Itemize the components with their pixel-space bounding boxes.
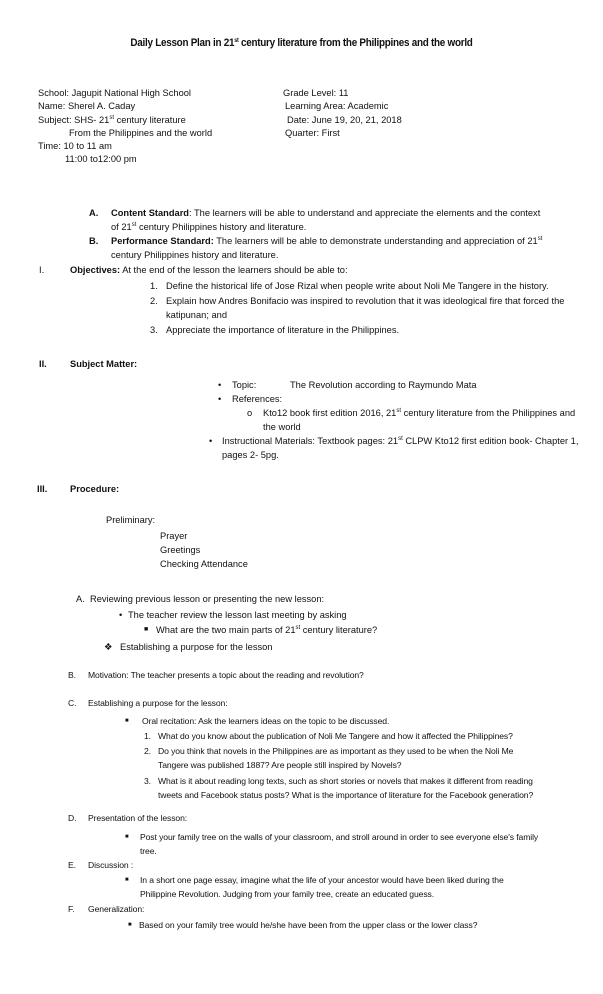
list-marker: C.	[68, 698, 77, 708]
text-run: century literature?	[300, 625, 378, 635]
text-run: Procedure:	[70, 484, 120, 494]
text-run: Kto12 book first edition 2016, 21	[263, 408, 397, 418]
text-run: II.	[39, 359, 47, 369]
content-standard	[111, 207, 540, 219]
list-marker	[89, 235, 98, 247]
superscript: st	[295, 625, 301, 631]
diamond-bullet-icon: ❖	[104, 642, 113, 652]
subject-matter-heading	[70, 358, 137, 370]
square-bullet-icon: ■	[128, 922, 132, 928]
bullet-icon: •	[209, 436, 213, 446]
list-marker: B.	[68, 670, 76, 680]
procedure-c-bullet: Oral recitation: Ask the learners ideas on the topic to be discussed.	[142, 716, 390, 726]
superscript: st	[131, 222, 137, 228]
objective-item: Define the historical life of Jose Rizal when people write about Noli Me Tangere in the history.	[166, 281, 549, 291]
list-marker: D.	[68, 813, 77, 823]
objective-item: Appreciate the importance of literature in the Philippines.	[166, 325, 400, 335]
procedure-b: Motivation: The teacher presents a topic about the reading and revolution?	[88, 670, 364, 680]
procedure-d-bullet: Post your family tree on the walls of your classroom, and stroll around in order to see everyone else's family	[140, 832, 539, 842]
topic-value: The Revolution according to Raymundo Mata	[290, 380, 477, 390]
text-run: of 21	[111, 222, 132, 232]
procedure-c: Establishing a purpose for the lesson:	[88, 698, 228, 708]
materials-item	[222, 435, 578, 447]
text-run: century literature from the Philippines and	[401, 408, 576, 418]
school-line: School: Jagupit National High School	[38, 88, 191, 98]
list-marker: F.	[68, 904, 75, 914]
subject-cont: From the Philippines and the world	[69, 128, 213, 138]
text-run: The learners will be able to demonstrate understanding and appreciation of 21	[213, 236, 538, 246]
question-item-cont: Tangere was published 1887? Are people still inspired by Novels?	[158, 760, 402, 770]
procedure-d: Presentation of the lesson:	[88, 813, 188, 823]
list-number: 3.	[150, 325, 158, 335]
materials-item-cont: pages 2- 5pg.	[222, 450, 279, 460]
text-run: III.	[37, 484, 48, 494]
procedure-e: Discussion :	[88, 860, 134, 870]
preliminary-label: Preliminary:	[106, 515, 156, 525]
superscript: st	[398, 436, 403, 442]
text-run: Content Standard	[111, 208, 189, 218]
performance-standard	[111, 235, 542, 247]
list-marker	[89, 207, 98, 219]
list-marker: E.	[68, 860, 76, 870]
text-run: Performance Standard:	[111, 236, 214, 246]
text-run: : The learners will be able to understand and appreciate the elements and the context	[189, 208, 541, 218]
list-number: 2.	[144, 746, 151, 756]
text-run: What are the two main parts of 21	[156, 625, 296, 635]
subject-text-end: century literature	[113, 115, 186, 125]
procedure-d-cont: tree.	[140, 846, 157, 856]
text-run: A.	[89, 208, 99, 218]
name-line: Name: Sherel A. Caday	[38, 101, 136, 111]
section-marker: I.	[39, 265, 45, 275]
superscript: st	[537, 236, 543, 242]
objective-item-cont: katipunan; and	[166, 310, 227, 320]
circle-bullet-icon: o	[247, 408, 253, 418]
prelim-item: Greetings	[160, 545, 201, 555]
text-run: CLPW Kto12 first edition book- Chapter 1,	[402, 436, 579, 446]
procedure-e-bullet: In a short one page essay, imagine what the life of your ancestor would have been liked during the	[140, 875, 504, 885]
list-number: 1.	[144, 731, 151, 741]
text-run: Instructional Materials: Textbook pages: 21	[222, 436, 399, 446]
prelim-item: Checking Attendance	[160, 559, 248, 569]
section-marker	[39, 358, 47, 370]
square-bullet-icon: ■	[125, 718, 129, 724]
references-label: References:	[232, 394, 283, 404]
procedure-heading	[70, 483, 119, 495]
text-run: Objectives:	[70, 265, 121, 275]
text-run: century Philippines history and literature.	[136, 222, 307, 232]
bullet-icon: •	[218, 394, 222, 404]
procedure-a: Reviewing previous lesson or presenting the new lesson:	[90, 594, 325, 604]
square-bullet-icon: ■	[125, 834, 129, 840]
procedure-a-sub	[156, 624, 377, 636]
reference-item	[263, 407, 575, 419]
subject-text: Subject: SHS- 21	[38, 115, 110, 125]
prelim-item: Prayer	[160, 531, 188, 541]
objective-item: Explain how Andres Bonifacio was inspired to revolution that it was ideological fire that forced the	[166, 296, 565, 306]
question-item: What is it about reading long texts, such as short stories or novels that makes it different from reading	[158, 776, 533, 786]
question-item: What do you know about the publication of Noli Me Tangere and how it affected the Philippines?	[158, 731, 513, 741]
procedure-f-bullet: Based on your family tree would he/she have been from the upper class or the lower class?	[139, 920, 478, 930]
text-run: Subject Matter:	[70, 359, 138, 369]
quarter-line: Quarter: First	[285, 128, 340, 138]
superscript: st	[396, 408, 402, 414]
section-marker	[37, 483, 47, 495]
bullet-icon: •	[218, 380, 222, 390]
page-title	[30, 37, 573, 49]
procedure-a-bullet: The teacher review the lesson last meeting by asking	[128, 610, 347, 620]
list-number: 3.	[144, 776, 151, 786]
procedure-f: Generalization:	[88, 904, 145, 914]
procedure-a-purpose: Establishing a purpose for the lesson	[120, 642, 273, 652]
square-bullet-icon: ■	[125, 877, 129, 883]
list-number: 2.	[150, 296, 158, 306]
question-item: Do you think that novels in the Philippines are as important as they used to be when the Noli Me	[158, 746, 514, 756]
text-run: B.	[89, 236, 99, 246]
title-sup: st	[234, 38, 239, 44]
list-marker: A.	[76, 594, 85, 604]
area-line: Learning Area: Academic	[285, 101, 389, 111]
question-item-cont: tweets and Facebook status posts? What is the importance of literature for the Facebook generation?	[158, 790, 534, 800]
subject-line	[38, 114, 186, 126]
reference-item-cont: the world	[263, 422, 301, 432]
title-text-end: century literature from the Philippines and the world	[238, 37, 473, 49]
time-line: Time: 10 to 11 am	[38, 141, 112, 151]
list-number: 1.	[150, 281, 158, 291]
date-line: Date: June 19, 20, 21, 2018	[287, 115, 402, 125]
bullet-icon: •	[119, 610, 123, 620]
objectives-heading	[70, 264, 348, 276]
text-run: At the end of the lesson the learners should be able to:	[120, 265, 348, 275]
grade-line: Grade Level: 11	[283, 88, 349, 98]
content-standard-cont	[111, 221, 306, 233]
topic-label: Topic:	[232, 380, 257, 390]
sup: st	[109, 115, 114, 121]
square-bullet-icon: ■	[144, 626, 149, 633]
procedure-e-cont: Philippine Revolution. Judging from your family tree, create an educated guess.	[140, 889, 435, 899]
performance-standard-cont: century Philippines history and literature.	[111, 250, 279, 260]
time-cont: 11:00 to12:00 pm	[65, 154, 137, 164]
title-text: Daily Lesson Plan in 21	[130, 37, 235, 49]
